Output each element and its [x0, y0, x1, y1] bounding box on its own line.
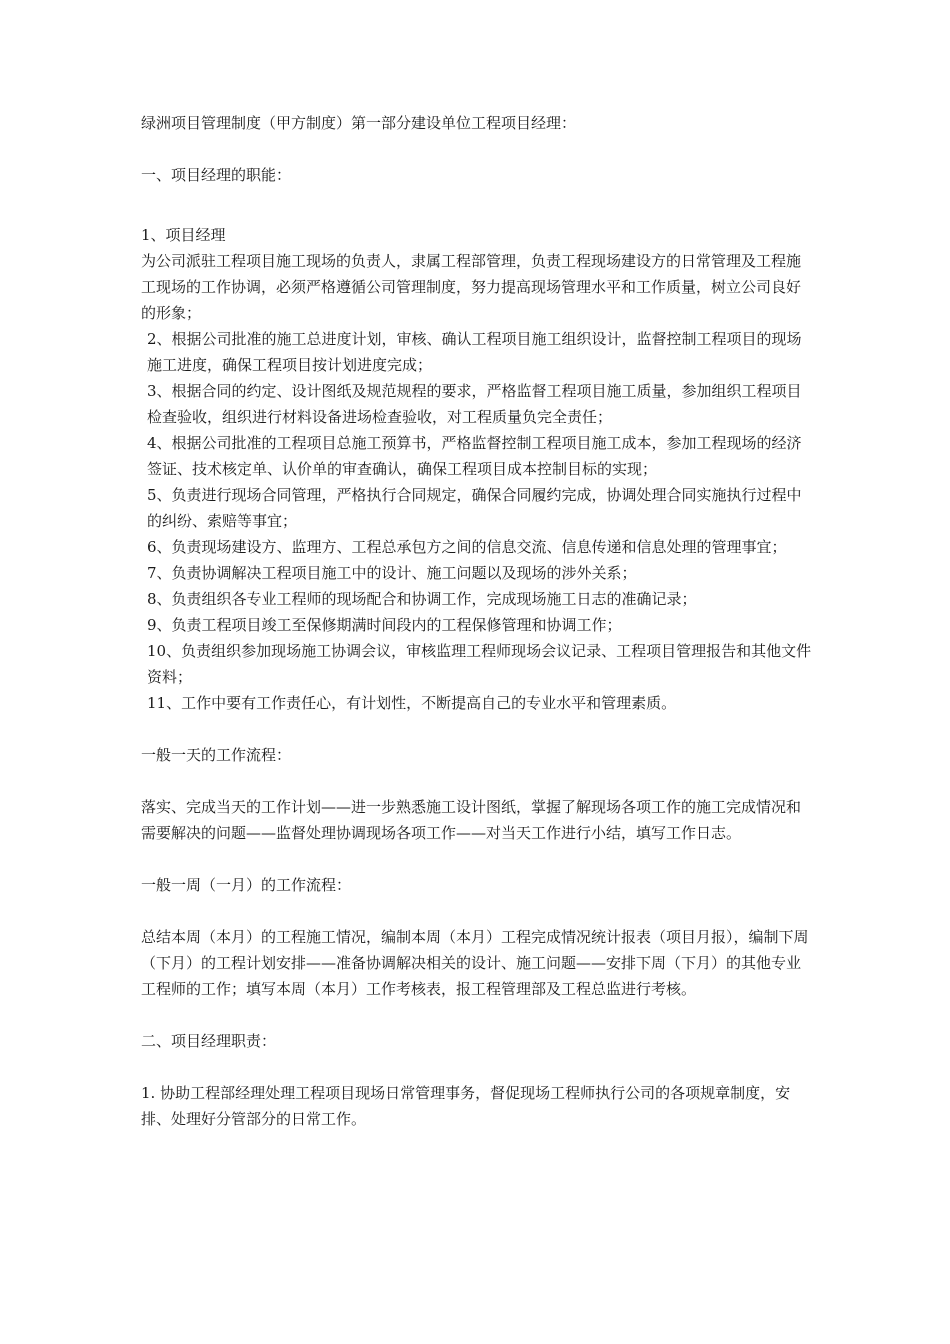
section2-item1: 1. 协助工程部经理处理工程项目现场日常管理事务，督促现场工程师执行公司的各项规章制度，安排、处理好分管部分的日常工作。 — [141, 1084, 791, 1128]
section1-heading: 一、项目经理的职能： — [141, 166, 292, 184]
list-item: 4、根据公司批准的工程项目总施工预算书，严格监督控制工程项目施工成本，参加工程现场的经济签证、技术核定单、认价单的审查确认，确保工程项目成本控制目标的实现； — [147, 434, 802, 478]
list-item: 7、负责协调解决工程项目施工中的设计、施工问题以及现场的涉外关系； — [147, 564, 637, 582]
weekly-workflow-body: 总结本周（本月）的工程施工情况，编制本周（本月）工程完成情况统计报表（项目月报），编制下周（下月）的工程计划安排——准备协调解决相关的设计、施工问题——安排下周（下月）的其他专业工程师的工作；填写本周（本月）工作考核表，报工程管理部及工程总监进行考核。 — [141, 928, 809, 998]
list-item: 11、工作中要有工作责任心，有计划性，不断提高自己的专业水平和管理素质。 — [147, 694, 677, 712]
list-item: 6、负责现场建设方、监理方、工程总承包方之间的信息交流、信息传递和信息处理的管理事宜； — [147, 538, 787, 556]
item1-heading: 1、项目经理 — [141, 226, 226, 244]
daily-workflow-body: 落实、完成当天的工作计划——进一步熟悉施工设计图纸，掌握了解现场各项工作的施工完成情况和需要解决的问题——监督处理协调现场各项工作——对当天工作进行小结，填写工作日志。 — [141, 798, 802, 842]
section2-heading: 二、项目经理职责： — [141, 1032, 277, 1050]
list-item: 2、根据公司批准的施工总进度计划，审核、确认工程项目施工组织设计，监督控制工程项目的现场施工进度，确保工程项目按计划进度完成； — [147, 330, 802, 374]
list-item: 5、负责进行现场合同管理，严格执行合同规定，确保合同履约完成，协调处理合同实施执行过程中的纠纷、索赔等事宜； — [147, 486, 802, 530]
list-item: 8、负责组织各专业工程师的现场配合和协调工作，完成现场施工日志的准确记录； — [147, 590, 697, 608]
daily-workflow-heading: 一般一天的工作流程： — [141, 746, 292, 764]
list-item: 9、负责工程项目竣工至保修期满时间段内的工程保修管理和协调工作； — [147, 616, 622, 634]
item1-body: 为公司派驻工程项目施工现场的负责人，隶属工程部管理，负责工程现场建设方的日常管理及工程施工现场的工作协调，必须严格遵循公司管理制度，努力提高现场管理水平和工作质量，树立公司良好的形象； — [141, 252, 802, 322]
document-page — [141, 110, 815, 1132]
document-title: 绿洲项目管理制度（甲方制度）第一部分建设单位工程项目经理： — [141, 114, 577, 132]
list-item: 3、根据合同的约定、设计图纸及规范规程的要求，严格监督工程项目施工质量，参加组织工程项目检查验收，组织进行材料设备进场检查验收，对工程质量负完全责任； — [147, 382, 802, 426]
list-item: 10、负责组织参加现场施工协调会议，审核监理工程师现场会议记录、工程项目管理报告和其他文件资料； — [147, 642, 812, 686]
weekly-workflow-heading: 一般一周（一月）的工作流程： — [141, 876, 352, 894]
